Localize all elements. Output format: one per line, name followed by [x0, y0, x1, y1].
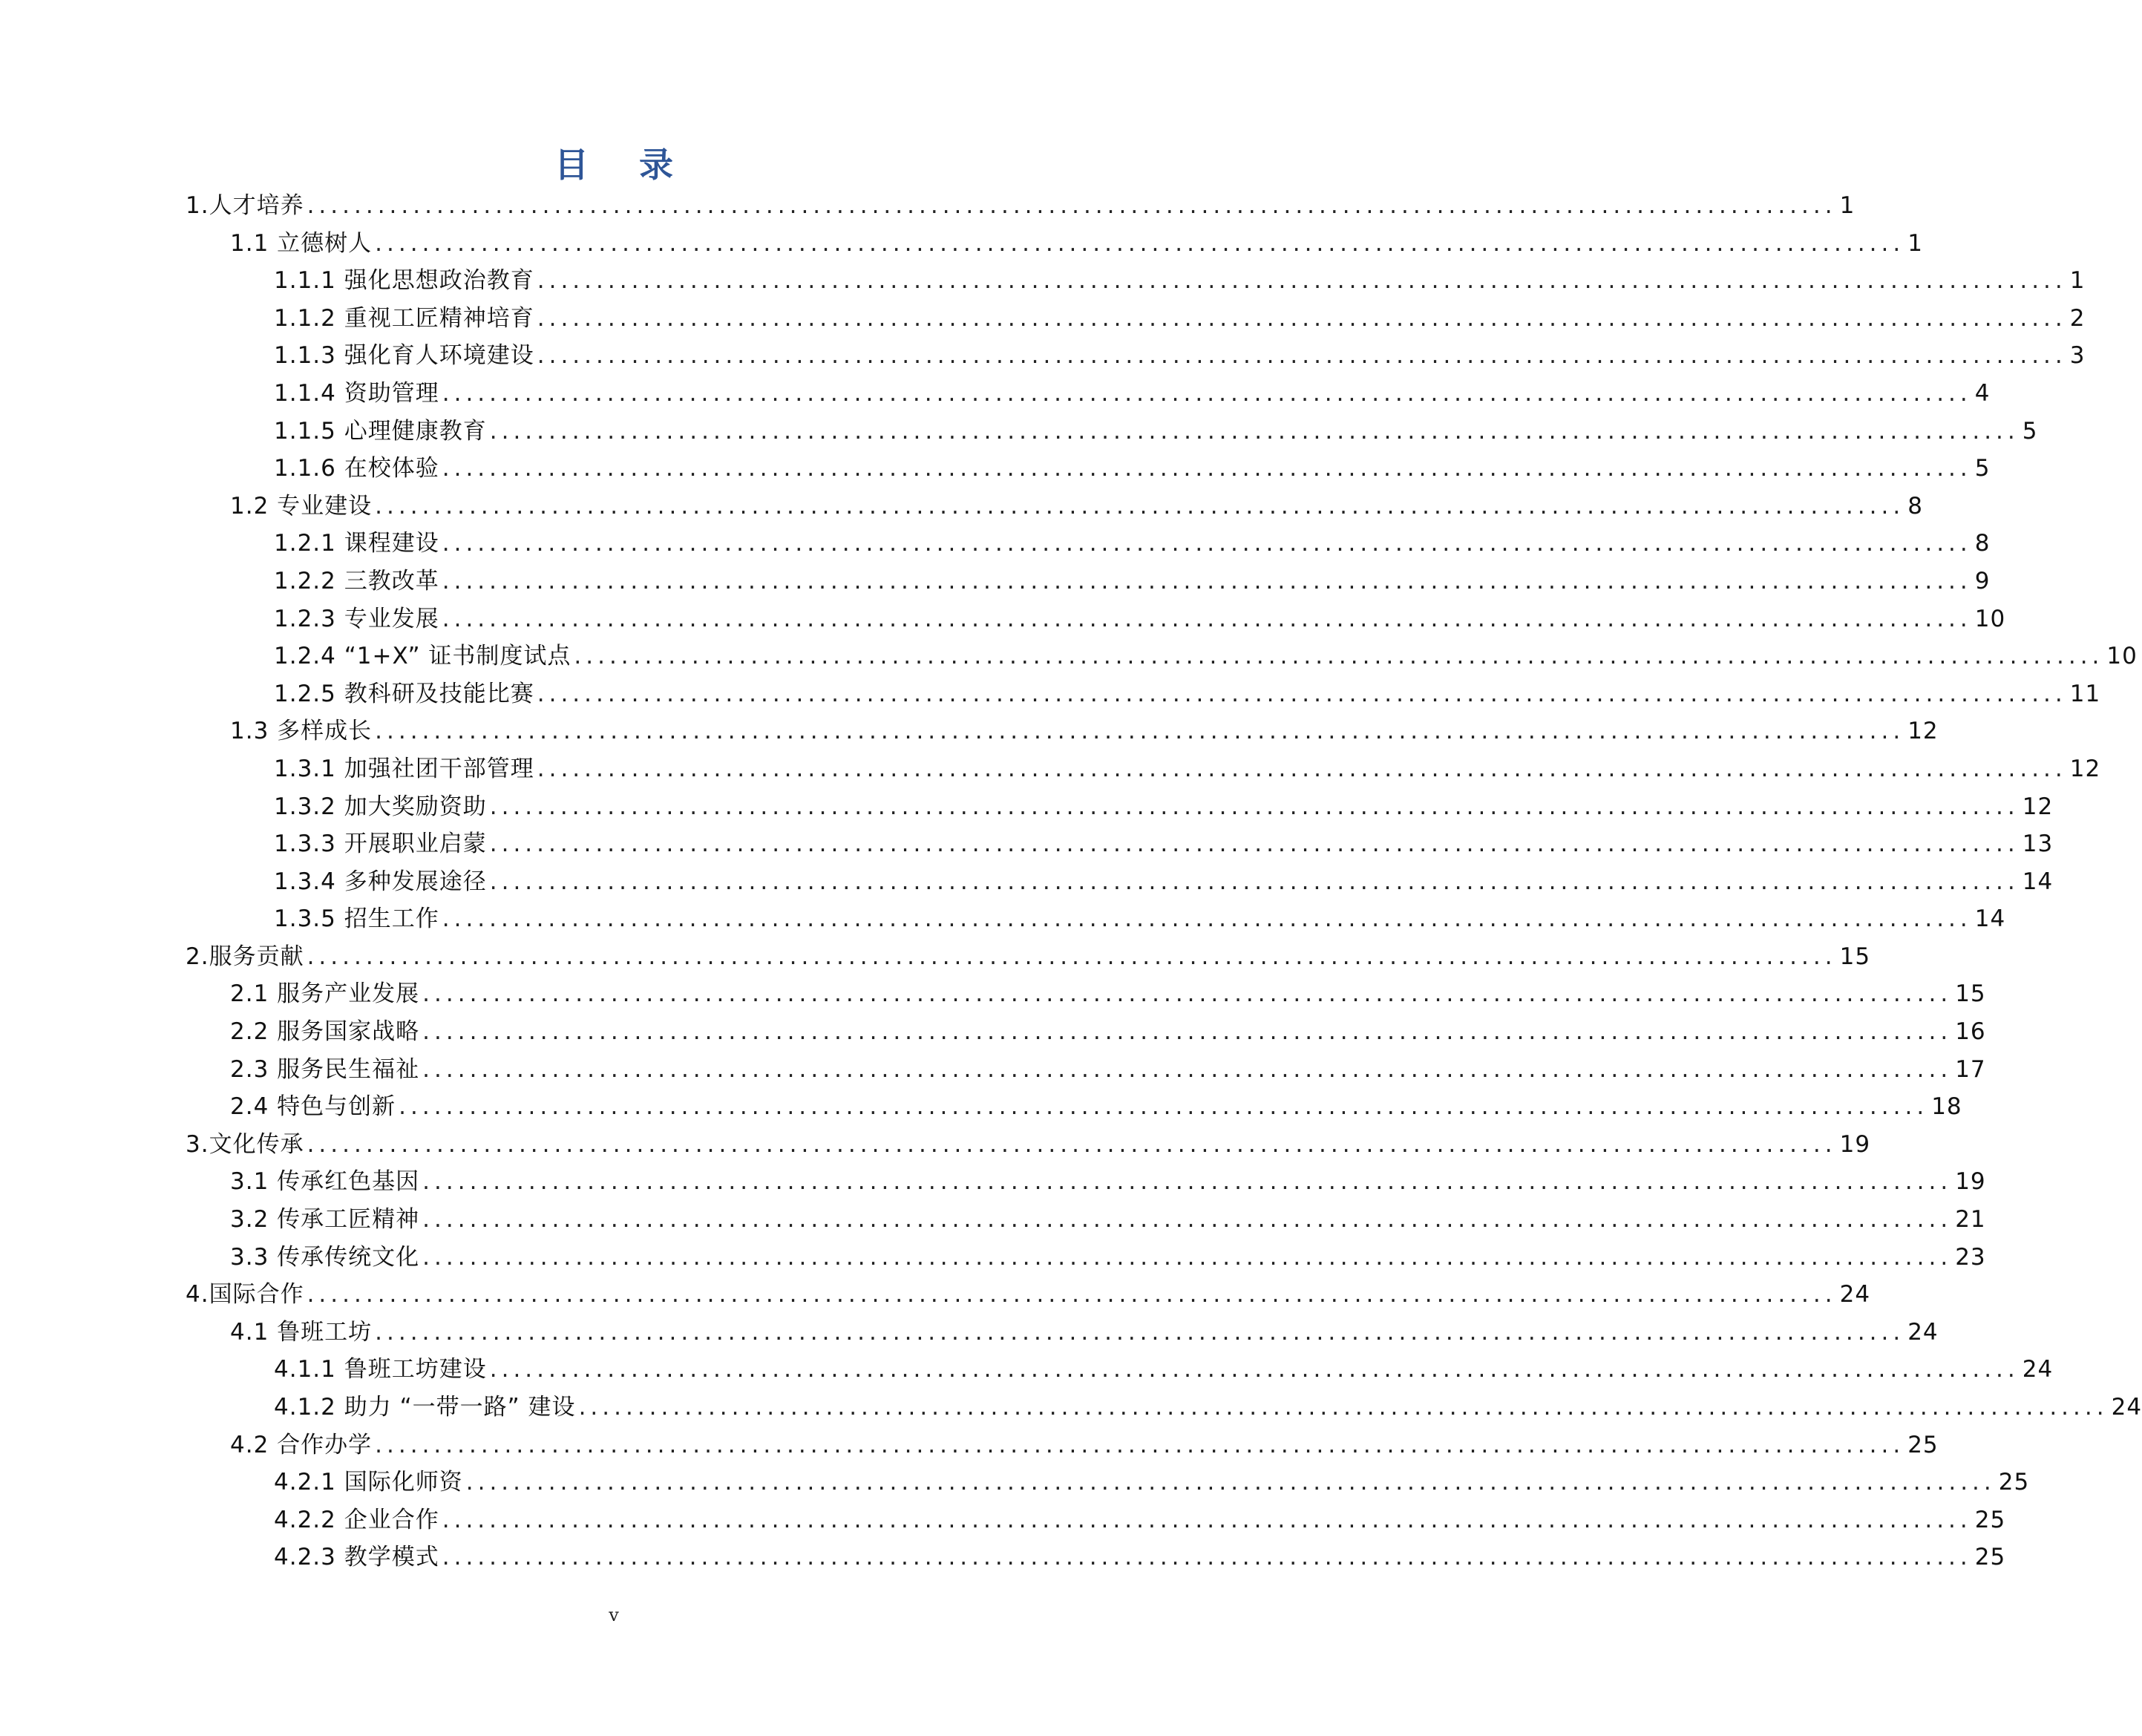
toc-entry-page-number: 15	[1955, 980, 1986, 1008]
toc-entry[interactable]	[186, 638, 2138, 675]
toc-entry-page-number: 12	[2069, 755, 2101, 782]
dot-leader: ..................................................................................................................................	[574, 643, 2104, 670]
dot-leader: ..................................................................................................................................	[442, 530, 1972, 557]
toc-entry[interactable]	[186, 863, 2054, 901]
toc-entry-label: 3.1 传承红色基因	[230, 1168, 420, 1196]
toc-entry-label: 1.人才培养	[186, 192, 304, 219]
toc-entry-label: 2.1 服务产业发展	[230, 980, 420, 1008]
toc-entry[interactable]	[186, 525, 1991, 563]
dot-leader: ..................................................................................................................................	[422, 1243, 1953, 1271]
toc-entry[interactable]	[186, 1389, 2142, 1427]
toc-entry-label: 1.3.1 加强社团干部管理	[274, 755, 534, 782]
toc-entry-label: 1.2.2 三教改革	[274, 567, 439, 595]
toc-entry[interactable]	[186, 825, 2054, 863]
toc-entry-label: 2.3 服务民生福祉	[230, 1055, 420, 1083]
toc-entry-page-number: 24	[2022, 1356, 2054, 1383]
toc-entry-page-number: 1	[2069, 267, 2086, 295]
toc-entry[interactable]	[186, 1051, 1986, 1089]
toc-entry-label: 1.2.1 课程建设	[274, 530, 439, 557]
dot-leader: ..................................................................................................................................	[307, 1130, 1837, 1158]
toc-entry[interactable]	[186, 975, 1986, 1013]
toc-entry[interactable]	[186, 300, 2086, 338]
dot-leader: ..................................................................................................................................	[307, 1281, 1837, 1308]
toc-entry-page-number: 19	[1839, 1130, 1871, 1158]
toc-entry[interactable]	[186, 600, 2006, 638]
dot-leader: ..................................................................................................................................	[422, 980, 1953, 1008]
toc-entry[interactable]	[186, 1464, 2030, 1501]
toc-entry[interactable]	[186, 788, 2054, 826]
toc-entry-label: 1.3 多样成长	[230, 718, 373, 745]
toc-entry-label: 4.2.1 国际化师资	[274, 1469, 463, 1496]
toc-entry-label: 4.2 合作办学	[230, 1431, 373, 1458]
toc-entry-page-number: 24	[1907, 1318, 1939, 1346]
toc-entry-page-number: 5	[2022, 417, 2038, 445]
toc-entry[interactable]	[186, 1501, 2006, 1539]
dot-leader: ..................................................................................................................................	[422, 1018, 1953, 1046]
toc-entry-label: 1.1 立德树人	[230, 229, 373, 257]
table-of-contents	[186, 187, 2142, 1576]
toc-entry-page-number: 13	[2022, 831, 2054, 858]
toc-entry[interactable]	[186, 1126, 1871, 1164]
toc-entry-page-number: 18	[1931, 1093, 1962, 1121]
toc-entry[interactable]	[186, 713, 1939, 750]
dot-leader: ..................................................................................................................................	[489, 417, 2020, 445]
toc-entry[interactable]	[186, 488, 1923, 525]
toc-entry[interactable]	[186, 938, 1871, 976]
toc-entry-label: 1.1.6 在校体验	[274, 455, 439, 482]
toc-entry[interactable]	[186, 1163, 1986, 1201]
toc-entry-label: 1.2.3 专业发展	[274, 605, 439, 632]
toc-entry-label: 1.2.5 教科研及技能比赛	[274, 680, 534, 707]
toc-entry-page-number: 16	[1955, 1018, 1986, 1046]
toc-entry-label: 1.3.3 开展职业启蒙	[274, 831, 487, 858]
toc-entry[interactable]	[186, 900, 2006, 938]
dot-leader: ..................................................................................................................................	[537, 267, 2067, 295]
toc-entry-page-number: 17	[1955, 1055, 1986, 1083]
toc-entry-page-number: 1	[1907, 229, 1923, 257]
toc-entry-page-number: 8	[1974, 530, 1991, 557]
toc-entry-page-number: 5	[1974, 455, 1991, 482]
toc-entry-label: 1.1.5 心理健康教育	[274, 417, 487, 445]
toc-entry-label: 2.4 特色与创新	[230, 1093, 396, 1121]
toc-entry-label: 2.2 服务国家战略	[230, 1018, 420, 1046]
dot-leader: ..................................................................................................................................	[537, 680, 2067, 707]
toc-entry[interactable]	[186, 750, 2101, 788]
toc-entry-page-number: 25	[1907, 1431, 1939, 1458]
dot-leader: ..................................................................................................................................	[442, 455, 1972, 482]
dot-leader: ..................................................................................................................................	[489, 793, 2020, 820]
toc-entry-label: 2.服务贡献	[186, 943, 304, 970]
dot-leader: ..................................................................................................................................	[422, 1055, 1953, 1083]
toc-entry-label: 4.1 鲁班工坊	[230, 1318, 373, 1346]
dot-leader: ..................................................................................................................................	[375, 1431, 1905, 1458]
dot-leader: ..................................................................................................................................	[489, 831, 2020, 858]
dot-leader: ..................................................................................................................................	[442, 567, 1972, 595]
dot-leader: ..................................................................................................................................	[442, 379, 1972, 407]
dot-leader: ..................................................................................................................................	[307, 943, 1837, 970]
toc-entry-page-number: 24	[2111, 1394, 2142, 1421]
toc-entry-page-number: 1	[1839, 192, 1856, 219]
toc-entry-page-number: 3	[2069, 342, 2086, 370]
toc-entry-page-number: 10	[2106, 643, 2138, 670]
toc-entry[interactable]	[186, 375, 1991, 413]
toc-entry-label: 1.3.2 加大奖励资助	[274, 793, 487, 820]
toc-entry[interactable]	[186, 413, 2038, 451]
dot-leader: ..................................................................................................................................	[422, 1206, 1953, 1234]
toc-entry-label: 1.3.4 多种发展途径	[274, 868, 487, 895]
toc-entry[interactable]	[186, 563, 1991, 600]
toc-entry-page-number: 21	[1955, 1206, 1986, 1234]
toc-entry-label: 3.文化传承	[186, 1130, 304, 1158]
dot-leader: ..................................................................................................................................	[537, 755, 2067, 782]
dot-leader: ..................................................................................................................................	[489, 868, 2020, 895]
toc-entry-label: 1.2.4 “1+X” 证书制度试点	[274, 643, 571, 670]
toc-entry-page-number: 14	[2022, 868, 2054, 895]
toc-entry[interactable]	[186, 450, 1991, 488]
toc-entry[interactable]	[186, 1427, 1939, 1464]
toc-entry[interactable]	[186, 1351, 2054, 1389]
dot-leader: ..................................................................................................................................	[442, 605, 1972, 632]
toc-entry-page-number: 4	[1974, 379, 1991, 407]
dot-leader: ..................................................................................................................................	[442, 905, 1972, 933]
toc-entry[interactable]	[186, 337, 2086, 375]
dot-leader: ..................................................................................................................................	[465, 1469, 1996, 1496]
toc-entry-page-number: 14	[1974, 905, 2006, 933]
dot-leader: ..................................................................................................................................	[399, 1093, 1929, 1121]
toc-entry[interactable]	[186, 1276, 1871, 1314]
toc-entry-page-number: 24	[1839, 1281, 1871, 1308]
toc-entry[interactable]	[186, 1539, 2006, 1576]
toc-entry-label: 1.3.5 招生工作	[274, 905, 439, 933]
toc-entry-page-number: 11	[2069, 680, 2101, 707]
toc-entry-label: 4.2.3 教学模式	[274, 1544, 439, 1571]
toc-entry-page-number: 9	[1974, 567, 1991, 595]
toc-entry-page-number: 12	[2022, 793, 2054, 820]
dot-leader: ..................................................................................................................................	[442, 1544, 1972, 1571]
toc-entry-page-number: 8	[1907, 492, 1923, 520]
toc-entry-label: 3.3 传承传统文化	[230, 1243, 420, 1271]
toc-entry-label: 4.国际合作	[186, 1281, 304, 1308]
toc-entry-label: 1.2 专业建设	[230, 492, 373, 520]
dot-leader: ..................................................................................................................................	[442, 1506, 1972, 1533]
toc-entry[interactable]	[186, 187, 1856, 225]
toc-entry-page-number: 25	[1974, 1544, 2006, 1571]
toc-entry-page-number: 25	[1974, 1506, 2006, 1533]
toc-entry-page-number: 2	[2069, 304, 2086, 332]
dot-leader: ..................................................................................................................................	[537, 304, 2067, 332]
toc-entry-page-number: 25	[1998, 1469, 2030, 1496]
dot-leader: ..................................................................................................................................	[537, 342, 2067, 370]
toc-entry-page-number: 23	[1955, 1243, 1986, 1271]
dot-leader: ..................................................................................................................................	[375, 1318, 1905, 1346]
toc-entry-label: 4.1.2 助力 “一带一路” 建设	[274, 1394, 576, 1421]
toc-entry[interactable]	[186, 1201, 1986, 1239]
toc-entry-label: 3.2 传承工匠精神	[230, 1206, 420, 1234]
toc-entry-label: 4.2.2 企业合作	[274, 1506, 439, 1533]
toc-entry-page-number: 12	[1907, 718, 1939, 745]
dot-leader: ..................................................................................................................................	[578, 1394, 2109, 1421]
toc-entry[interactable]	[186, 225, 1923, 263]
toc-entry[interactable]	[186, 1013, 1986, 1051]
dot-leader: ..................................................................................................................................	[375, 492, 1905, 520]
toc-entry[interactable]	[186, 1088, 1962, 1126]
toc-entry-page-number: 10	[1974, 605, 2006, 632]
toc-entry-label: 1.1.3 强化育人环境建设	[274, 342, 534, 370]
toc-entry[interactable]	[186, 1314, 1939, 1352]
toc-entry-page-number: 19	[1955, 1168, 1986, 1196]
toc-entry[interactable]	[186, 262, 2086, 300]
toc-entry-label: 1.1.2 重视工匠精神培育	[274, 304, 534, 332]
toc-entry-page-number: 15	[1839, 943, 1871, 970]
toc-entry[interactable]	[186, 1239, 1986, 1277]
toc-entry-label: 1.1.4 资助管理	[274, 379, 439, 407]
dot-leader: ..................................................................................................................................	[375, 718, 1905, 745]
toc-entry-label: 1.1.1 强化思想政治教育	[274, 267, 534, 295]
page-number-footer: v	[609, 1605, 619, 1625]
dot-leader: ..................................................................................................................................	[489, 1356, 2020, 1383]
dot-leader: ..................................................................................................................................	[422, 1168, 1953, 1196]
toc-entry-label: 4.1.1 鲁班工坊建设	[274, 1356, 487, 1383]
dot-leader: ..................................................................................................................................	[307, 192, 1837, 219]
page-title: 目 录	[554, 145, 692, 185]
dot-leader: ..................................................................................................................................	[375, 229, 1905, 257]
toc-entry[interactable]	[186, 675, 2101, 713]
